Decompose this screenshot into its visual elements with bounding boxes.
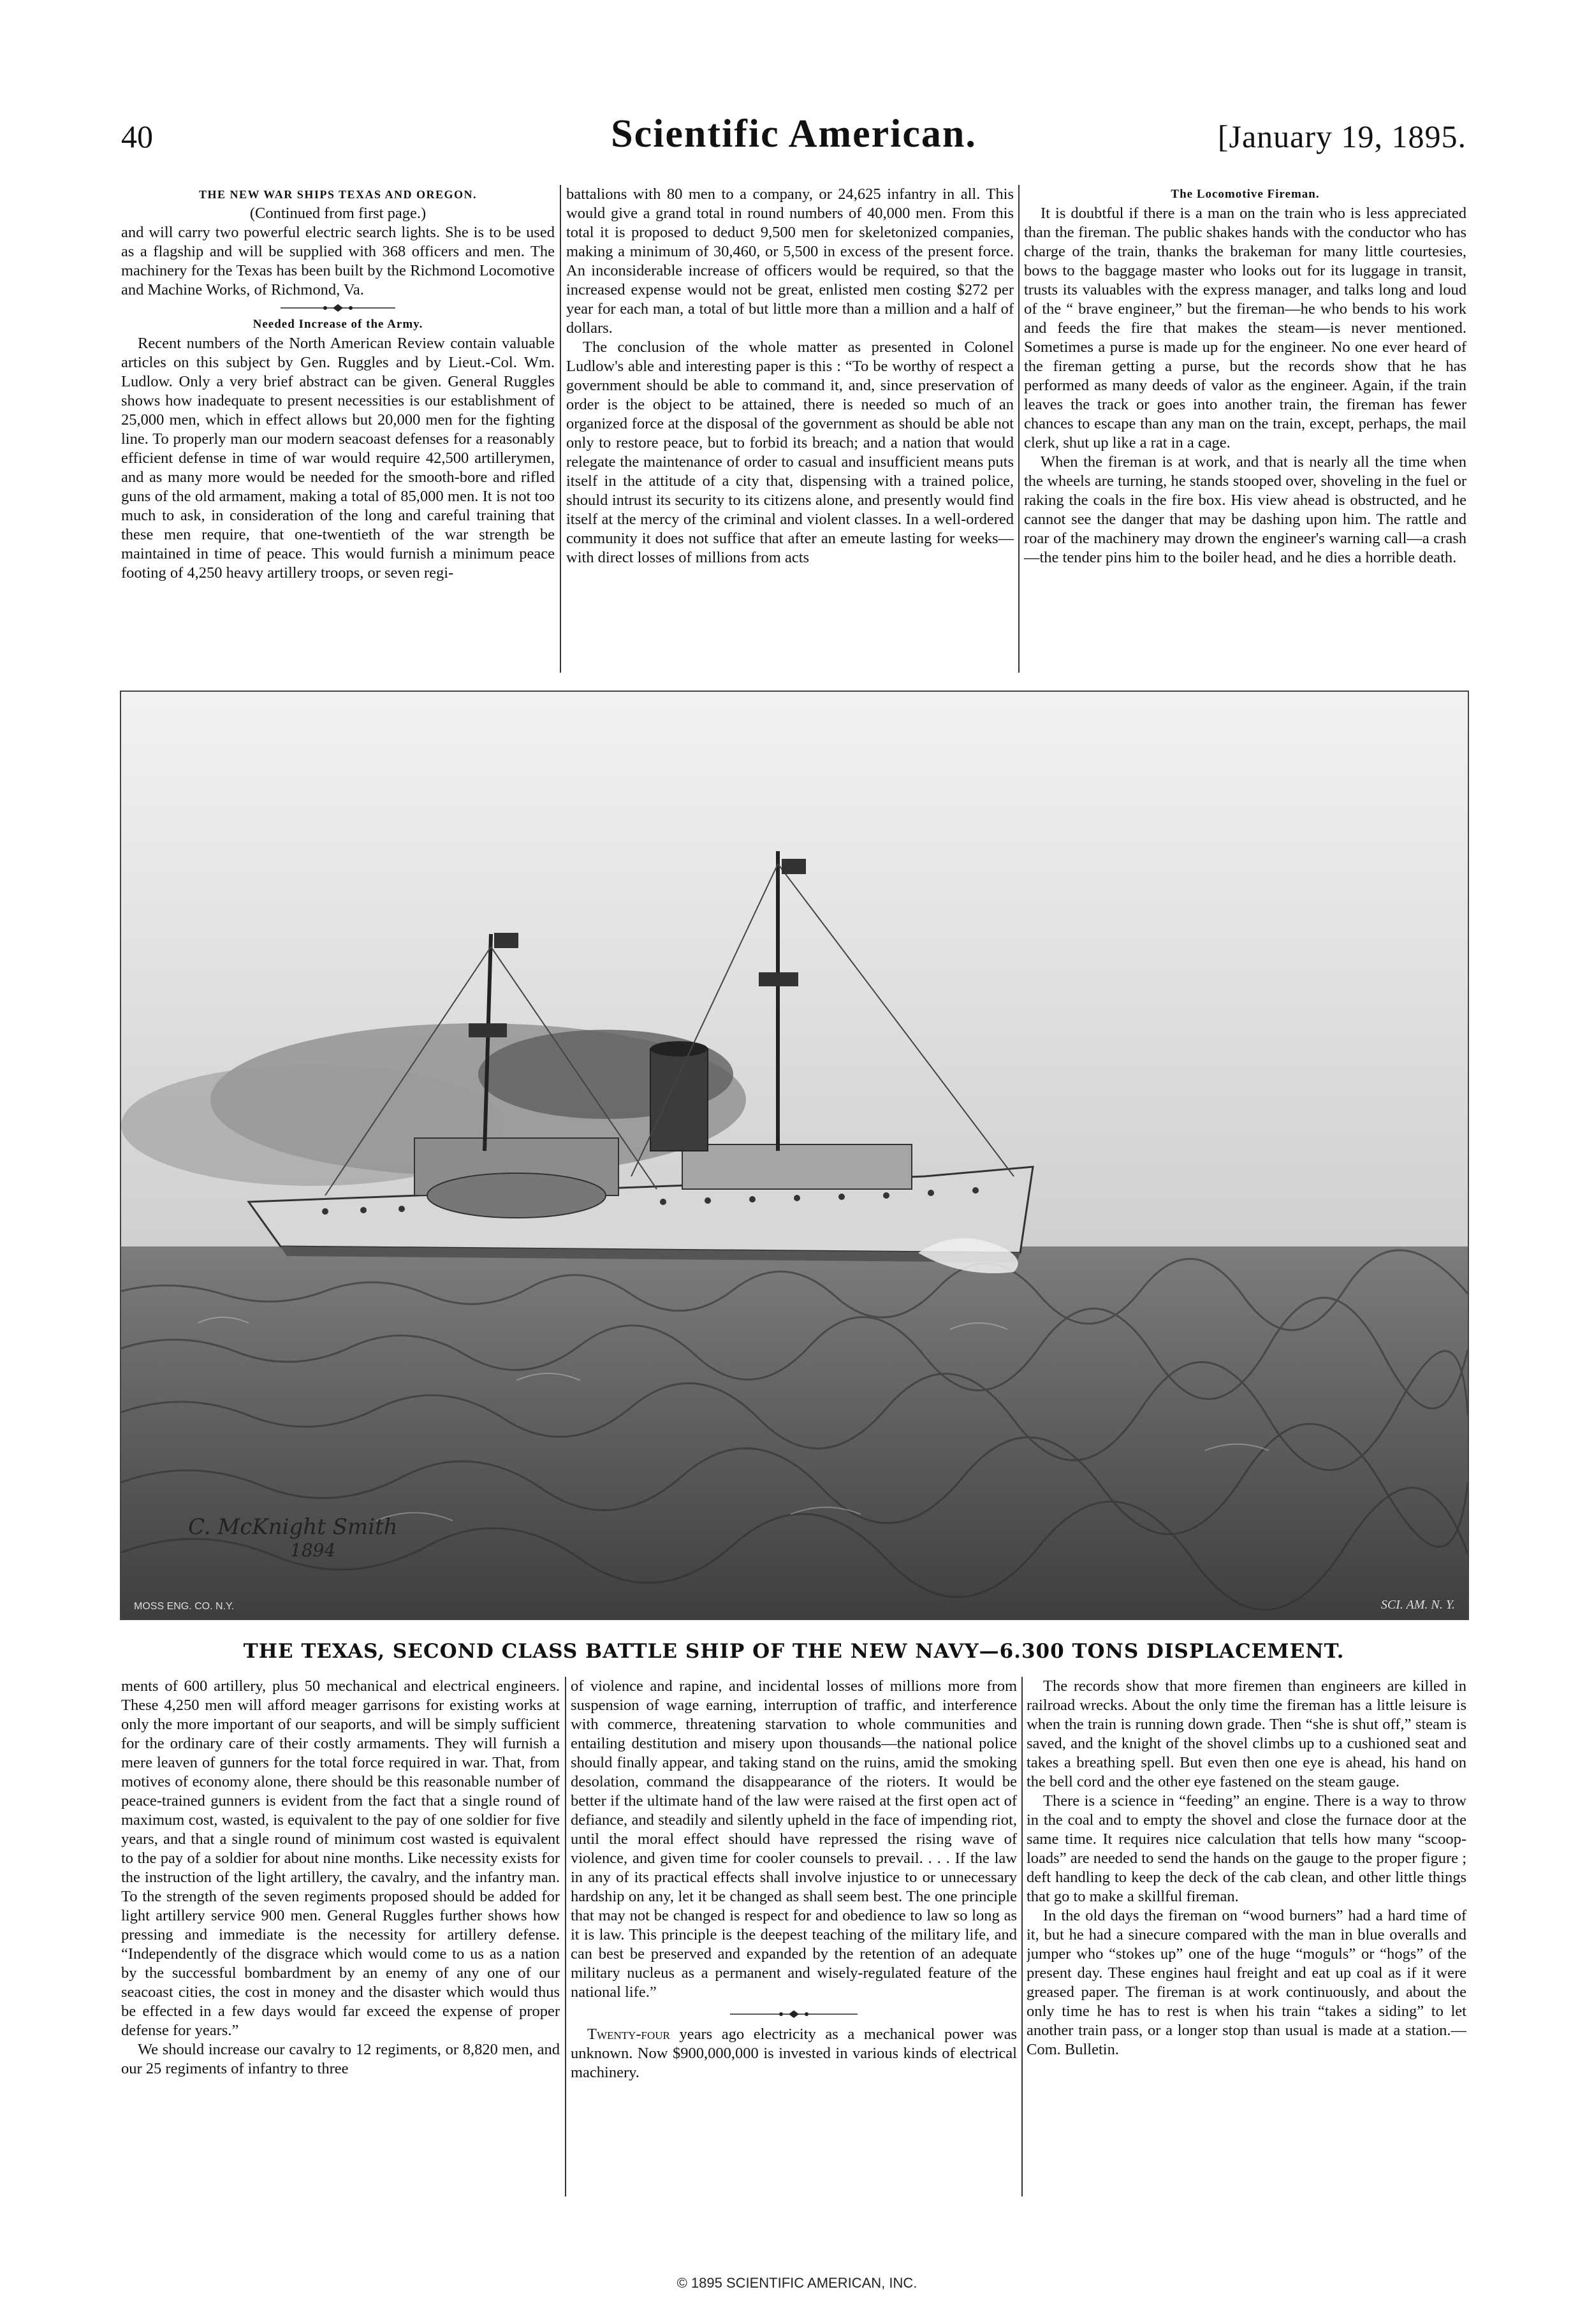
battleship-drawing bbox=[121, 692, 1468, 1619]
paragraph: We should increase our cavalry to 12 regiments, or 8,820 men, and our 25 regiments of infantry to three bbox=[121, 2041, 560, 2077]
column-rule bbox=[1021, 1677, 1023, 2196]
magazine-title: Scientific American. bbox=[611, 112, 977, 156]
column-6-fireman bbox=[1027, 1677, 1466, 2200]
column-2-army bbox=[566, 185, 1014, 676]
paragraph: and will carry two powerful electric search lights. She is to be used as a flagship and will be supplied with 368 officers and men. The machinery for the Texas has been built by the Richmond Locomotive and Machine Works, of Richmond, Va. bbox=[121, 224, 555, 298]
continued-note: (Continued from first page.) bbox=[249, 205, 427, 222]
paragraph-text: years ago electricity as a mechanical power was unknown. Now $900,000,000 is invested in various kinds of electrical machinery. bbox=[571, 2026, 1017, 2081]
signature-year: 1894 bbox=[290, 1540, 336, 1561]
copyright-notice: © 1895 SCIENTIFIC AMERICAN, INC. bbox=[676, 2275, 918, 2291]
lead-words: Twenty-four bbox=[587, 2026, 670, 2043]
battleship-illustration bbox=[120, 691, 1469, 1620]
publisher-credit: SCI. AM. N. Y. bbox=[1380, 1598, 1455, 1612]
artist-signature bbox=[188, 1514, 398, 1561]
column-rule bbox=[1018, 185, 1020, 673]
article-heading-war-ships: THE NEW WAR SHIPS TEXAS AND OREGON. bbox=[198, 188, 478, 201]
paragraph: battalions with 80 men to a company, or 24,625 infantry in all. This would give a grand total in round numbers of 40,000 men. From this total it is proposed to deduct 9,500 men for skeletonized companies, making a minimum of 30,460, or 5,500 in excess of the present force. An inconsiderable increase of officers would be required, so that the increased expense would not be great, enlisted men costing $272 per year for each man, a total of but little more than a million and a half of dollars. bbox=[566, 186, 1014, 337]
page-number: 40 bbox=[121, 119, 153, 154]
masthead bbox=[121, 112, 1466, 169]
illustration-caption: THE TEXAS, SECOND CLASS BATTLE SHIP OF THE NEW NAVY—6.300 TONS DISPLACEMENT. bbox=[243, 1640, 1345, 1663]
signature-name: C. McKnight Smith bbox=[188, 1514, 398, 1540]
ornament-divider bbox=[571, 2006, 1017, 2021]
column-rule bbox=[560, 185, 561, 673]
paragraph-electricity bbox=[571, 2025, 1017, 2082]
engraver-credit: MOSS ENG. CO. N.Y. bbox=[134, 1601, 235, 1612]
paragraph: Recent numbers of the North American Review contain valuable articles on this subject by Gen. Ruggles and by Lieut.-Col. Wm. Ludlow. Only a very brief abstract can be given. General Ruggles shows how inadequate to present necessities is our establishment of 25,000 men, which in effect allows but 20,000 men for the fighting line. To properly man our modern seacoast defenses for a reasonably efficient defense in time of war would require 42,500 artillerymen, and as many more would be needed for the smooth-bore and rifled guns of the old armament, making a total of 85,000 men. It is not too much to ask, in consideration of the long and careful training that these men require, that one-twentieth of the war strength be maintained in time of peace. This would furnish a minimum peace footing of 4,250 heavy artillery troops, or seven regi- bbox=[121, 335, 555, 581]
paragraph: There is a science in “feeding” an engine. There is a way to throw in the coal and to empty the shovel and close the furnace door at the same time. It requires nice calculation that tells how many “scoop-loads” are needed to send the hands on the gauge to the proper figure ; deft handling to keep the deck of the cab clean, and other little things that go to make a skillful fireman. bbox=[1027, 1792, 1466, 1905]
column-1-war-ships-army bbox=[121, 185, 555, 676]
column-3-fireman bbox=[1024, 185, 1466, 676]
article-heading-army: Needed Increase of the Army. bbox=[252, 318, 423, 331]
paragraph: The records show that more firemen than engineers are killed in railroad wrecks. About the only time the fireman has a little leisure is when the train is running down grade. Then “she is shut off,” steam is saved, and the knight of the shovel climbs up to a cushioned seat and takes a breathing spell. But even then one eye is ahead, his hand on the bell cord and the other eye fastened on the steam gauge. bbox=[1027, 1677, 1466, 1790]
paragraph: of violence and rapine, and incidental losses of millions more from suspension of wage earning, interruption of traffic, and interference with commerce, threatening starvation to whole communities and entailing destitution and misery upon thousands—the national police should finally appear, and taking stand on the ruins, amid the smoking desolation, command the disappearance of the rioters. It would be better if the ultimate hand of the law were raised at the first open act of defiance, and steadily and silently upheld in the face of impending riot, until the moral effect should have repressed the rising wave of violence, and given time for cooler counsels to prevail. . . . If the law in any of its practical effects shall involve injustice to or unnecessary hardship on any, let it be changed as shall seem best. The one principle that may not be changed is respect for and obedience to law so long as it is law. This principle is the deepest teaching of the military life, and can best be preserved and expanded by the retention of an adequate military nucleus as a permanent and wisely-regulated feature of the national life.” bbox=[571, 1677, 1017, 2001]
column-4-army bbox=[121, 1677, 560, 2200]
paragraph: The conclusion of the whole matter as presented in Colonel Ludlow's able and interesting paper is this : “To be worthy of respect a government should be able to command it, and, since preservation of order is the object to be attained, there is needed so much of an organized force at the disposal of the government as should be able not only to restore peace, but to forbid its breach; and a nation that would relegate the maintenance of order to casual and insufficient means puts itself in the attitude of a city that, dispensing with a trained police, should intrust its security to its citizens alone, and presently would find itself at the mercy of the criminal and violent classes. In a well-ordered community it does not suffice that after an emeute lasting for weeks—with direct losses of millions from acts bbox=[566, 339, 1014, 566]
column-5-army-electricity bbox=[571, 1677, 1017, 2200]
article-heading-fireman: The Locomotive Fireman. bbox=[1171, 187, 1320, 201]
issue-date: [January 19, 1895. bbox=[1217, 119, 1466, 154]
column-rule bbox=[565, 1677, 566, 2196]
paragraph: It is doubtful if there is a man on the train who is less appreciated than the fireman. The public shakes hands with the conductor who has charge of the train, thanks the brakeman for many little courtesies, bows to the baggage master who looks out for its luggage in transit, trusts its valuables with the express manager, and talks long and loud of the “ brave engineer,” but the fireman—he who bends to his work and feeds the fire that makes the steam—is never mentioned. Sometimes a purse is made up for the engineer. No one ever heard of the fireman getting a purse, but the records show that he has performed as many deeds of valor as the engineer. Again, if the train leaves the track or goes into another train, the fireman has fewer chances to escape than any man on the train, except, perhaps, the mail clerk, shut up like a rat in a cage. bbox=[1024, 205, 1466, 451]
paragraph: ments of 600 artillery, plus 50 mechanical and electrical engineers. These 4,250 men will afford meager garrisons for existing works at only the more important of our seaports, and will be simply sufficient for the ordinary care of their costly armaments. They will furnish a mere leaven of gunners for the total force required in war. That, from motives of economy alone, there should be this reasonable number of peace-trained gunners is evident from the fact that a single round of maximum cost, wasted, is equivalent to the pay of one soldier for five years, and that a single round of minimum cost wasted is equivalent to the pay of a soldier for about nine months. Like necessity exists for the instruction of the light artillery, the cavalry, and the infantry man. To the strength of the seven regiments proposed should be added for light artillery service 900 men. General Ruggles further shows how pressing and immediate is the necessity for artillery defense. “Independently of the disgrace which would come to us as a nation by the successful bombardment by an enemy of any one of our seacoast cities, the cost in money and the disaster which would thus be effected in a few days would far exceed the expense of proper defense for years.” bbox=[121, 1677, 560, 2039]
ornament-divider bbox=[121, 300, 555, 315]
paragraph: When the fireman is at work, and that is nearly all the time when the wheels are turning, he stands stooped over, shoveling in the fuel or raking the coals in the fire box. His view ahead is obstructed, and he cannot see the danger that may be dashing upon him. The rattle and roar of the machinery may drown the engineer's warning call—a crash—the tender pins him to the boiler head, and he dies a horrible death. bbox=[1024, 453, 1466, 566]
paragraph: In the old days the fireman on “wood burners” had a hard time of it, but he had a sinecure compared with the man in blue overalls and jumper who “stokes up” one of the huge “moguls” or “hogs” of the present day. These engines haul freight and eat up coal as if it were greased paper. The fireman is at work continuously, and about the only time he has to rest is when his train “takes a siding” to let another train pass, or a longer stop than usual is made at a station.—Com. Bulletin. bbox=[1027, 1907, 1466, 2058]
